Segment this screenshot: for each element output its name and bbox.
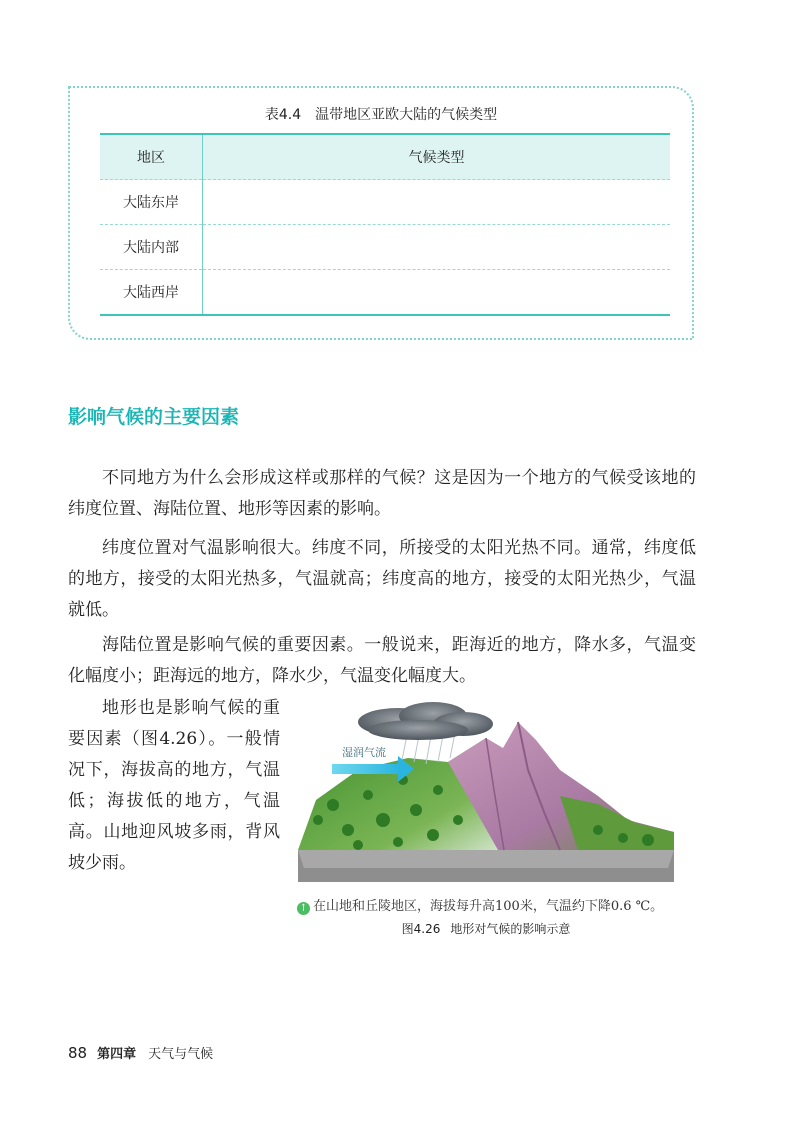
figure-caption: [298, 920, 674, 937]
climate-cell[interactable]: [203, 180, 671, 225]
table-caption: [68, 104, 694, 124]
table-row: [100, 225, 670, 270]
chapter-title: 天气与气候: [148, 1047, 214, 1062]
chapter-number: 第四章: [97, 1047, 137, 1062]
page-number: 88: [68, 1044, 88, 1062]
leeward-forest: [560, 796, 674, 850]
section-title: 影响气候的主要因素: [68, 406, 240, 428]
mountain-illustration: [298, 700, 674, 882]
table-caption-number: 表4.4: [264, 107, 302, 123]
climate-cell[interactable]: [203, 270, 671, 316]
table-row: [100, 270, 670, 316]
terrain-climate-illustration: [298, 700, 674, 882]
ground-top-edge: [298, 850, 674, 868]
region-cell: 大陆东岸: [100, 180, 203, 225]
table-row: [100, 180, 670, 225]
figure-caption-title: 地形对气候的影响示意: [450, 922, 571, 936]
figure-note: [297, 895, 663, 915]
page-footer: [68, 1043, 213, 1062]
paragraph-climate-factors: 不同地方为什么会形成这样或那样的气候？这是因为一个地方的气候受该地的纬度位置、海陆位置、地形等因素的影响。: [68, 468, 696, 519]
climate-cell[interactable]: [203, 225, 671, 270]
paragraph-terrain: 地形也是影响气候的重要因素（图4.26）。一般情况下，海拔高的地方，气温低；海拔低的地方，气温高。山地迎风坡多雨，背风坡少雨。: [68, 698, 280, 873]
paragraph-land-sea: 海陆位置是影响气候的重要因素。一般说来，距海近的地方，降水多，气温变化幅度小；距海远的地方，降水少，气温变化幅度大。: [68, 635, 696, 686]
paragraph-latitude: 纬度位置对气温影响很大。纬度不同，所接受的太阳光热不同。通常，纬度低的地方，接受的太阳光热多，气温就高；纬度高的地方，接受的太阳光热少，气温就低。: [68, 538, 696, 620]
rain-cloud-icon: [358, 702, 493, 740]
figure-note-text: 在山地和丘陵地区，海拔每升高100米，气温约下降0.6 ℃。: [313, 899, 664, 914]
figure-caption-number: 图4.26: [401, 922, 441, 936]
region-cell: 大陆内部: [100, 225, 203, 270]
table-header-row: [100, 134, 670, 180]
header-climate-type: 气候类型: [203, 134, 671, 180]
moist-airflow-label: 湿润气流: [342, 746, 386, 759]
up-arrow-icon: ↑: [297, 902, 310, 915]
header-region: 地区: [100, 134, 203, 180]
airflow-arrow-body: [332, 764, 400, 774]
region-cell: 大陆西岸: [100, 270, 203, 316]
table-caption-title: 温带地区亚欧大陆的气候类型: [315, 107, 498, 123]
climate-type-table: [100, 133, 670, 316]
